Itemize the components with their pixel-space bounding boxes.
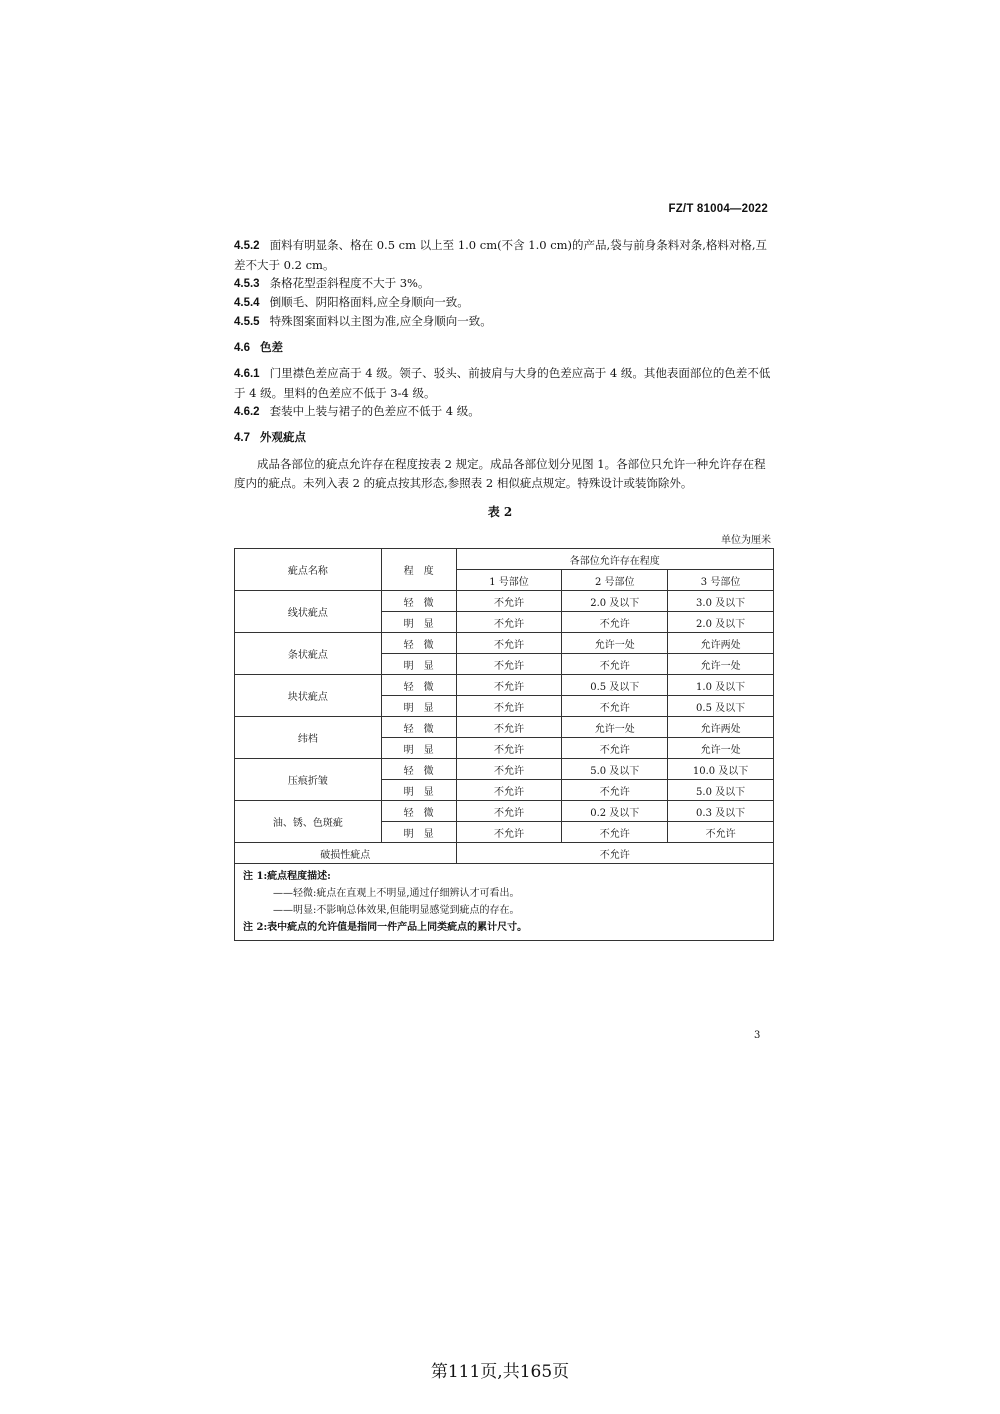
degree: 轻微 (381, 759, 456, 780)
defect-name: 破损性疵点 (235, 843, 457, 864)
clause-number: 4.5.2 (234, 240, 260, 252)
defect-name: 线状疵点 (235, 591, 382, 633)
clause-number: 4.5.5 (234, 316, 260, 328)
cell: 1.0 及以下 (668, 675, 774, 696)
note-1-light: ——轻微:疵点在直观上不明显,通过仔细辨认才可看出。 (273, 888, 520, 899)
clause-4-5-4 (234, 293, 774, 313)
cell: 不允许 (456, 696, 562, 717)
header-part-2: 2 号部位 (562, 570, 668, 591)
table-row (235, 801, 774, 822)
cell: 0.5 及以下 (562, 675, 668, 696)
paragraph-4-7: 成品各部位的疵点允许存在程度按表 2 规定。成品各部位划分见图 1。各部位只允许一种允许存在程度内的疵点。未列入表 2 的疵点按其形态,参照表 2 相似疵点规定。特殊设计或装饰除外。 (234, 457, 766, 490)
defect-name: 纬档 (235, 717, 382, 759)
note-1: 注 1:疵点程度描述: (243, 871, 331, 882)
degree: 轻微 (381, 591, 456, 612)
degree: 明显 (381, 738, 456, 759)
cell: 不允许 (456, 801, 562, 822)
header-part-1: 1 号部位 (456, 570, 562, 591)
clause-4-5-2 (234, 236, 774, 275)
cell: 不允许 (456, 738, 562, 759)
cell: 不允许 (668, 822, 774, 843)
cell: 2.0 及以下 (668, 612, 774, 633)
section-number: 4.7 (234, 432, 250, 444)
degree: 轻微 (381, 633, 456, 654)
cell: 不允许 (456, 633, 562, 654)
degree: 轻微 (381, 801, 456, 822)
cell: 0.3 及以下 (668, 801, 774, 822)
clause-text: 门里襟色差应高于 4 级。领子、驳头、前披肩与大身的色差应高于 4 级。其他表面部位的色差不低于 4 级。里料的色差应不低于 3-4 级。 (234, 366, 771, 400)
clause-number: 4.5.4 (234, 297, 260, 309)
cell: 5.0 及以下 (668, 780, 774, 801)
page-number: 3 (754, 1030, 761, 1041)
cell: 不允许 (562, 696, 668, 717)
table-row (235, 717, 774, 738)
defect-name: 油、锈、色斑疵 (235, 801, 382, 843)
clause-4-6-1 (234, 364, 774, 403)
note-2: 注 2:表中疵点的允许值是指同一件产品上同类疵点的累计尺寸。 (243, 922, 528, 933)
cell: 允许两处 (668, 633, 774, 654)
clause-text: 特殊图案面料以主图为准,应全身顺向一致。 (269, 314, 492, 328)
clause-4-6-2 (234, 402, 774, 422)
clause-number: 4.6.2 (234, 406, 260, 418)
cell: 10.0 及以下 (668, 759, 774, 780)
degree: 明显 (381, 654, 456, 675)
table-row (235, 633, 774, 654)
clause-text: 套装中上装与裙子的色差应不低于 4 级。 (269, 404, 480, 418)
clause-4-5-3 (234, 274, 774, 294)
cell: 不允许 (456, 780, 562, 801)
cell: 允许一处 (668, 654, 774, 675)
cell: 不允许 (562, 654, 668, 675)
cell: 5.0 及以下 (562, 759, 668, 780)
degree: 明显 (381, 822, 456, 843)
section-title: 外观疵点 (260, 430, 306, 444)
table-unit: 单位为厘米 (721, 535, 771, 546)
degree: 明显 (381, 780, 456, 801)
defect-table (234, 548, 774, 941)
degree: 轻微 (381, 717, 456, 738)
cell: 不允许 (456, 822, 562, 843)
defect-name: 块状疵点 (235, 675, 382, 717)
degree: 明显 (381, 696, 456, 717)
page-footer: 第111页,共165页 (430, 1362, 570, 1382)
cell: 0.5 及以下 (668, 696, 774, 717)
defect-name: 条状疵点 (235, 633, 382, 675)
header-defect-name: 疵点名称 (235, 549, 382, 591)
section-4-6-heading (234, 338, 774, 358)
cell: 3.0 及以下 (668, 591, 774, 612)
cell: 不允许 (456, 717, 562, 738)
table-caption: 表 2 (487, 505, 513, 519)
cell: 不允许 (456, 591, 562, 612)
cell: 不允许 (456, 612, 562, 633)
note-1-obvious: ——明显:不影响总体效果,但能明显感觉到疵点的存在。 (273, 905, 520, 916)
table-row-damage (235, 843, 774, 864)
cell: 允许两处 (668, 717, 774, 738)
clause-text: 条格花型歪斜程度不大于 3%。 (269, 276, 430, 290)
notes-cell (235, 864, 774, 941)
defect-name: 压痕折皱 (235, 759, 382, 801)
cell: 允许一处 (562, 717, 668, 738)
cell: 2.0 及以下 (562, 591, 668, 612)
clause-text: 面料有明显条、格在 0.5 cm 以上至 1.0 cm(不含 1.0 cm)的产品,袋与前身条料对条,格料对格,互差不大于 0.2 cm。 (234, 238, 768, 272)
table-row (235, 591, 774, 612)
cell: 不允许 (456, 759, 562, 780)
cell: 不允许 (456, 654, 562, 675)
cell: 不允许 (562, 822, 668, 843)
section-4-7-heading (234, 428, 774, 448)
cell: 不允许 (562, 738, 668, 759)
clause-number: 4.6.1 (234, 368, 260, 380)
cell: 不允许 (456, 843, 773, 864)
header-allowance-group: 各部位允许存在程度 (456, 549, 773, 570)
table-notes (235, 864, 774, 941)
clause-number: 4.5.3 (234, 278, 260, 290)
clause-4-5-5 (234, 312, 774, 332)
table-row (235, 675, 774, 696)
header-degree: 程度 (381, 549, 456, 591)
cell: 允许一处 (668, 738, 774, 759)
section-title: 色差 (260, 340, 283, 354)
degree: 轻微 (381, 675, 456, 696)
standard-code: FZ/T 81004—2022 (668, 203, 768, 215)
clause-text: 倒顺毛、阴阳格面料,应全身顺向一致。 (269, 295, 469, 309)
table-row (235, 759, 774, 780)
cell: 不允许 (562, 612, 668, 633)
section-number: 4.6 (234, 342, 250, 354)
header-part-3: 3 号部位 (668, 570, 774, 591)
cell: 不允许 (456, 675, 562, 696)
cell: 不允许 (562, 780, 668, 801)
cell: 0.2 及以下 (562, 801, 668, 822)
cell: 允许一处 (562, 633, 668, 654)
degree: 明显 (381, 612, 456, 633)
